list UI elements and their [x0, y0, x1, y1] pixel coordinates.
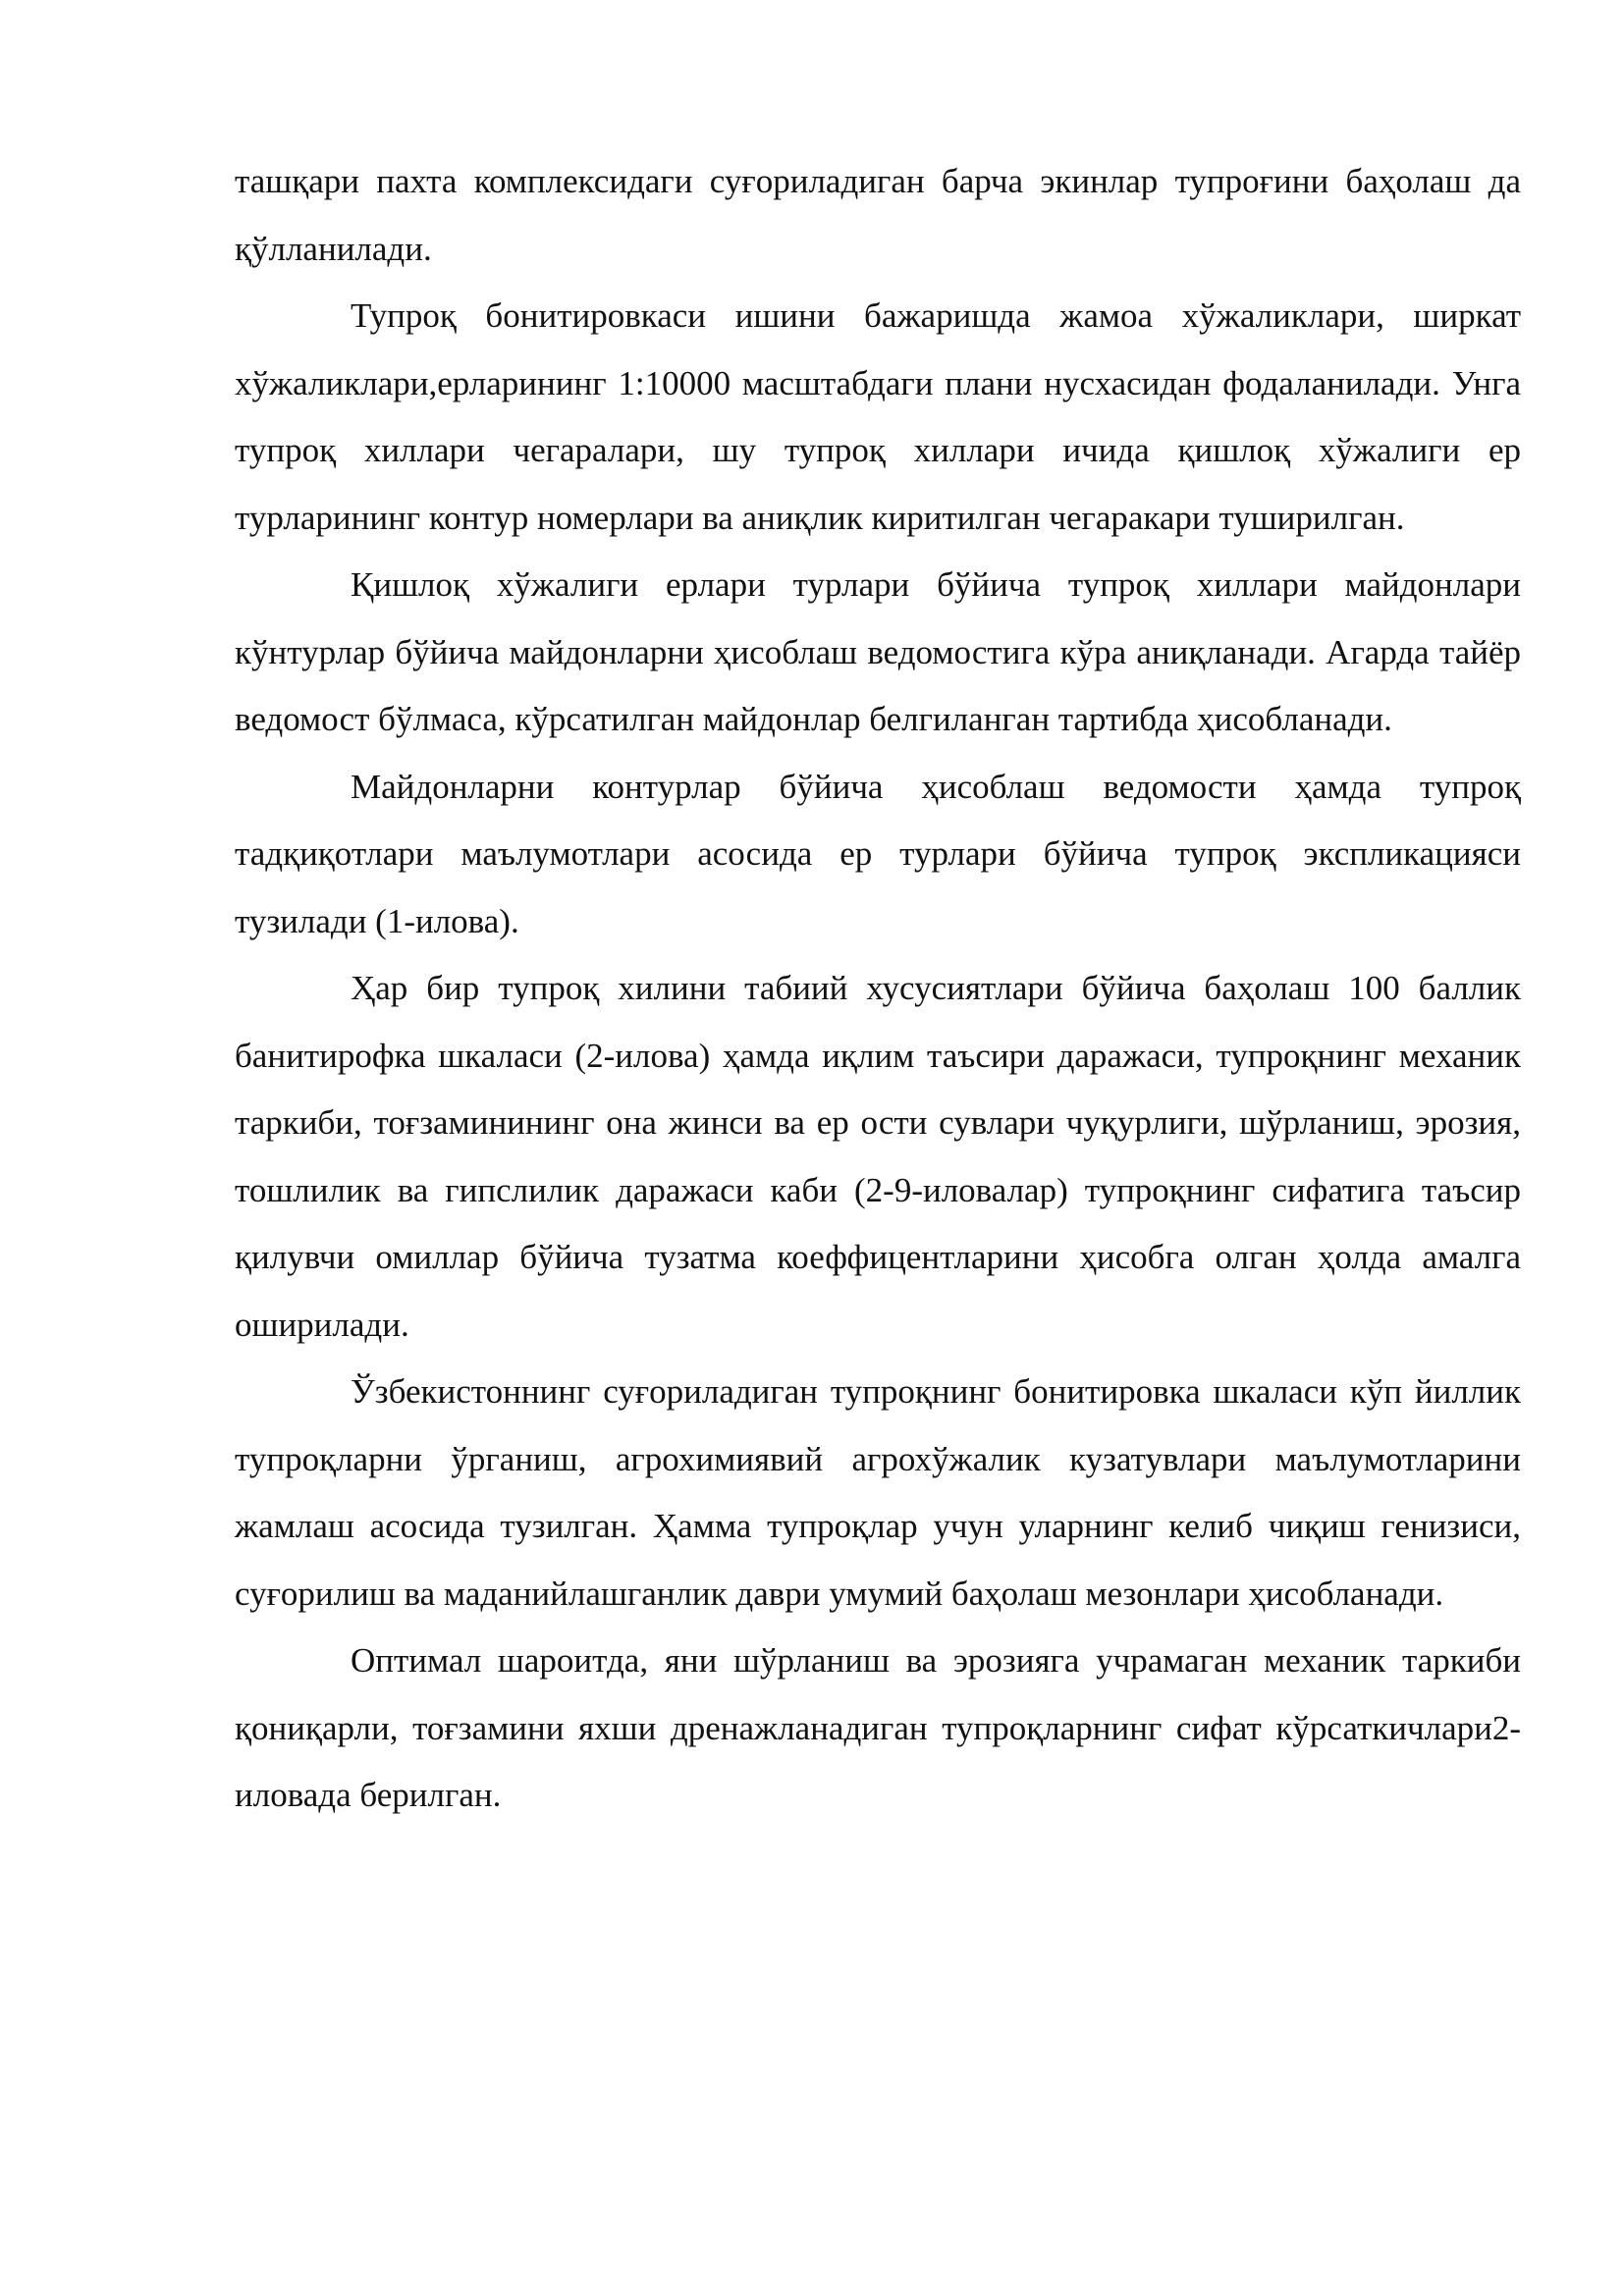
document-body — [235, 148, 1521, 1830]
paragraph-evaluation-scale: Ҳар бир тупроқ хилини табиий хусусиятлари бўйича баҳолаш 100 баллик банитирофка шкаласи (2-илова) ҳамда иқлим таъсири даражаси, тупроқнинг механик таркиби, тоғзаминининг она жинси ва ер ости сувлари чуқурлиги, шўрланиш, эрозия, тошлилик ва гипслилик даражаси каби (2-9-иловалар) тупроқнинг сифатига таъсир қилувчи омиллар бўйича тузатма коеффицентларини ҳисобга олган ҳолда амалга оширилади. — [235, 969, 1521, 1344]
paragraph-optimal-conditions: Оптимал шароитда, яни шўрланиш ва эрозияга учрамаган механик таркиби қониқарли, тоғзамини яхши дренажланадиган тупроқларнинг сифат кўрсаткичлари2-иловада берилган. — [235, 1641, 1521, 1814]
paragraph-uzbekistan-scale: Ўзбекистоннинг суғориладиган тупроқнинг бонитировка шкаласи кўп йиллик тупроқларни ўрганиш, агрохимиявий агрохўжалик кузатувлари маълумотларини жамлаш асосида тузилган. Ҳамма тупроқлар учун уларнинг келиб чиқиш генизиси, суғорилиш ва маданийлашганлик даври умумий баҳолаш мезонлари ҳисобланади. — [235, 1372, 1521, 1613]
paragraph-soil-bonitation-maps: Тупроқ бонитировкаси ишини бажаришда жамоа хўжаликлари, ширкат хўжаликлари,ерларининг 1:10000 масштабдаги плани нусхасидан фодаланилади. Унга тупроқ хиллари чегаралари, шу тупроқ хиллари ичида қишлоқ хўжалиги ер турларининг контур номерлари ва аниқлик киритилган чегаракари туширилган. — [235, 296, 1521, 537]
paragraph-land-type-areas: Қишлоқ хўжалиги ерлари турлари бўйича тупроқ хиллари майдонлари кўнтурлар бўйича майдонларни ҳисоблаш ведомостига кўра аниқланади. Агарда тайёр ведомост бўлмаса, кўрсатилган майдонлар белгиланган тартибда ҳисобланади. — [235, 565, 1521, 738]
paragraph-continuation: ташқари пахта комплексидаги суғориладиган барча экинлар тупроғини баҳолаш да қўлланилади. — [235, 162, 1521, 268]
paragraph-soil-explication: Майдонларни контурлар бўйича ҳисоблаш ведомости ҳамда тупроқ тадқиқотлари маълумотлари асосида ер турлари бўйича тупроқ экспликацияси тузилади (1-илова). — [235, 767, 1521, 940]
